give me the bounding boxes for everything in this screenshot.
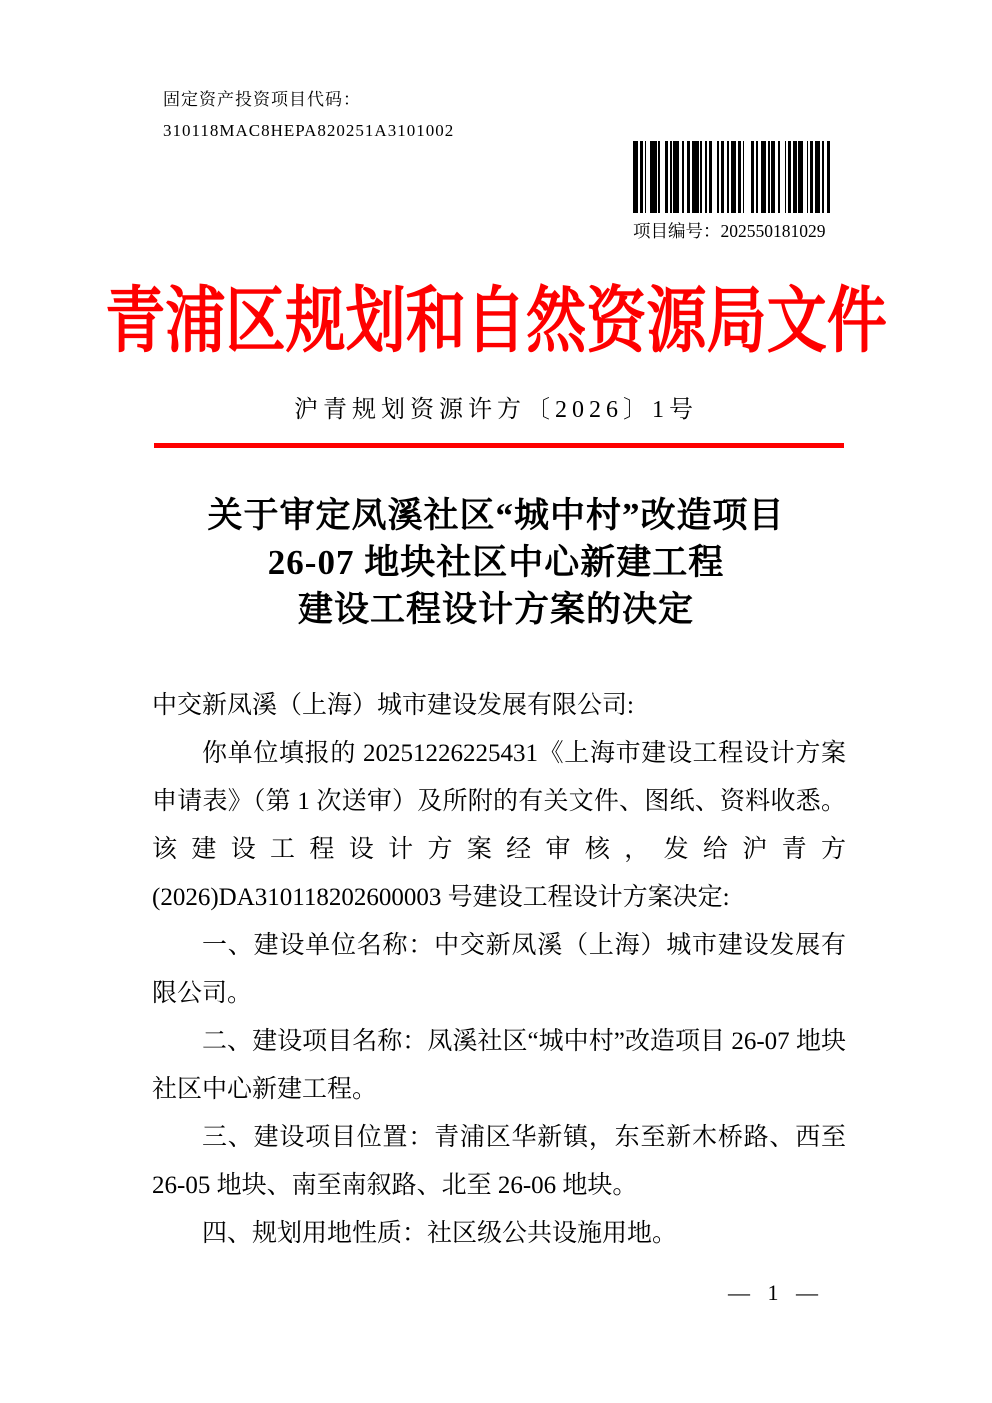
document-title: [0, 492, 992, 633]
project-number-value: 202550181029: [720, 221, 826, 241]
project-code-label: 固定资产投资项目代码：: [163, 90, 361, 109]
title-line: 建设工程设计方案的决定: [297, 590, 694, 629]
barcode-bar: [827, 141, 830, 213]
barcode: [633, 141, 830, 213]
page-number: — 1 —: [728, 1280, 824, 1305]
title-line: 26-07 地块社区中心新建工程: [267, 543, 725, 582]
body-paragraph: 你单位填报的 20251226225431《上海市建设工程设计方案申请表》（第 1 次送审）及所附的有关文件、图纸、资料收悉。该建设工程设计方案经审核，发给沪青方(2026)DA310118202600003 号建设工程设计方案决定:: [152, 740, 846, 911]
project-number: [633, 218, 833, 243]
salutation-line: 中交新凤溪（上海）城市建设发展有限公司:: [152, 692, 634, 719]
document-number: 沪青规划资源许方〔2026〕1号: [294, 397, 698, 423]
project-code-value: 310118MAC8HEPA820251A3101002: [163, 121, 455, 140]
body-paragraph: 三、建设项目位置：青浦区华新镇，东至新木桥路、西至 26-05 地块、南至南叙路、北至 26-06 地块。: [152, 1124, 846, 1199]
red-divider-rule: [154, 443, 844, 448]
project-number-label: 项目编号：: [633, 221, 721, 241]
barcode-bar: [650, 141, 657, 213]
document-body: [152, 682, 846, 1258]
barcode-bar: [692, 141, 699, 213]
title-line: 关于审定凤溪社区“城中村”改造项目: [207, 496, 785, 535]
body-paragraph: 二、建设项目名称：凤溪社区“城中村”改造项目 26-07 地块社区中心新建工程。: [152, 1028, 846, 1103]
body-paragraph: 四、规划用地性质：社区级公共设施用地。: [202, 1220, 678, 1247]
barcode-bar: [744, 141, 751, 213]
agency-header-title: 青浦区规划和自然资源局文件: [105, 282, 887, 362]
body-paragraph: 一、建设单位名称：中交新凤溪（上海）城市建设发展有限公司。: [152, 932, 846, 1007]
project-code-block: [163, 84, 454, 146]
